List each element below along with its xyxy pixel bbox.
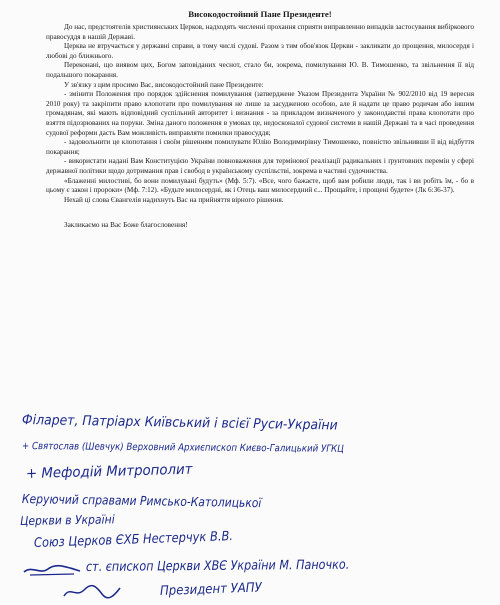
signature-filaret: Філарет, Патріарх Київський і всієї Руси-України: [21, 412, 338, 434]
letter-paragraph: Нехай ці слова Євангелія надихнуть Вас на прийняття вірного рішення.: [64, 195, 284, 204]
signature-flourish: [22, 563, 82, 577]
signature-catholic-1: Керуючий справами Римсько-Католицької: [21, 491, 262, 511]
letter-title: Високодостойний Пане Президенте!: [188, 9, 332, 19]
signature-khve: ст. єпископ Церкви ХВЄ України М. Паночко.: [85, 557, 350, 575]
signature-echb: Союз Церков ЄХБ Нестерчук В.В.: [33, 529, 234, 551]
gospel-quotes: «Блаженні милостиві, бо вони помилувані будуть» (Мф. 5:7). «Все, чого бажаєте, щоб вам робили люди, так і ви робіть їм, - бо в цьому є закон і пророки» (Мф. 7:12). «Будьте милосердні, як і Отець ваш милосердний є... Прощайте, і прощені будете» (Лк 6:36-37).: [46, 176, 474, 195]
signatures-block: [0, 408, 500, 600]
request-item: - задовольнити це клопотання і своїм рішенням помилувати Юлію Володимирівну Тимошенко, повністю звільнивши її від відбуття покарання;: [46, 138, 474, 156]
letter-paragraph: Церква не втручається у державні справи, в тому числі судові. Разом з тим обов'язок Церкви - закликати до прощення, милосердя і любові до ближнього.: [46, 42, 474, 60]
signature-uapc-scribble: [62, 584, 122, 600]
letter-paragraph: До нас, предстоятелів християнських Церков, надходять численні прохання сприяти виправленню випадків застосування вибіркового правосуддя в нашій Державі.: [46, 23, 474, 41]
closing-blessing: Закликаємо на Вас Боже благословення!: [64, 221, 188, 230]
signature-sviatoslav: + Святослав (Шевчук) Верховний Архиєпископ Києво-Галицький УГКЦ: [21, 441, 344, 455]
letter-paragraph: У зв'язку з цим просимо Вас, високодостойний пане Президенте:: [64, 80, 264, 89]
signature-uapc: Президент УАПУ: [159, 580, 262, 599]
letter-paragraph: Переконані, що виявом цих, Богом заповіданих чеснот, стало би, зокрема, помилування Ю. В. Тимошенко, та звільнення її від подальшого покарання.: [46, 61, 474, 79]
signature-catholic-2: Церкви в Україні: [19, 512, 115, 528]
request-item: - змінити Положення про порядок здійснення помилування (затверджене Указом Президента України № 902/2010 від 19 вересня 2010 року) та закріпити право клопотати про помилування не лише за засудженою особою, але й надати це право родичам або іншим громадянам, які мають відповідний суспільний авторитет і визнання - за прикладом визначеного у законодавстві права клопотати про взяття підозрюваних на поруки. Зміна даного положення в умовах це, недосконалої судової системи в нашій Державі та в часі проведення судової реформи дасть Вам можливість виправляти помилки правосуддя;: [46, 90, 474, 137]
request-item: - використати надані Вам Конституцією України повноваження для термінової реалізації радикальних і ґрунтовних перемін у сфері державної політики щодо дотримання прав і свобод в українському суспільстві, зокрема в частині судочинства.: [46, 157, 474, 175]
signature-mefodiy: + Мефодій Митрополит: [25, 461, 193, 482]
letter-body: [46, 8, 474, 231]
